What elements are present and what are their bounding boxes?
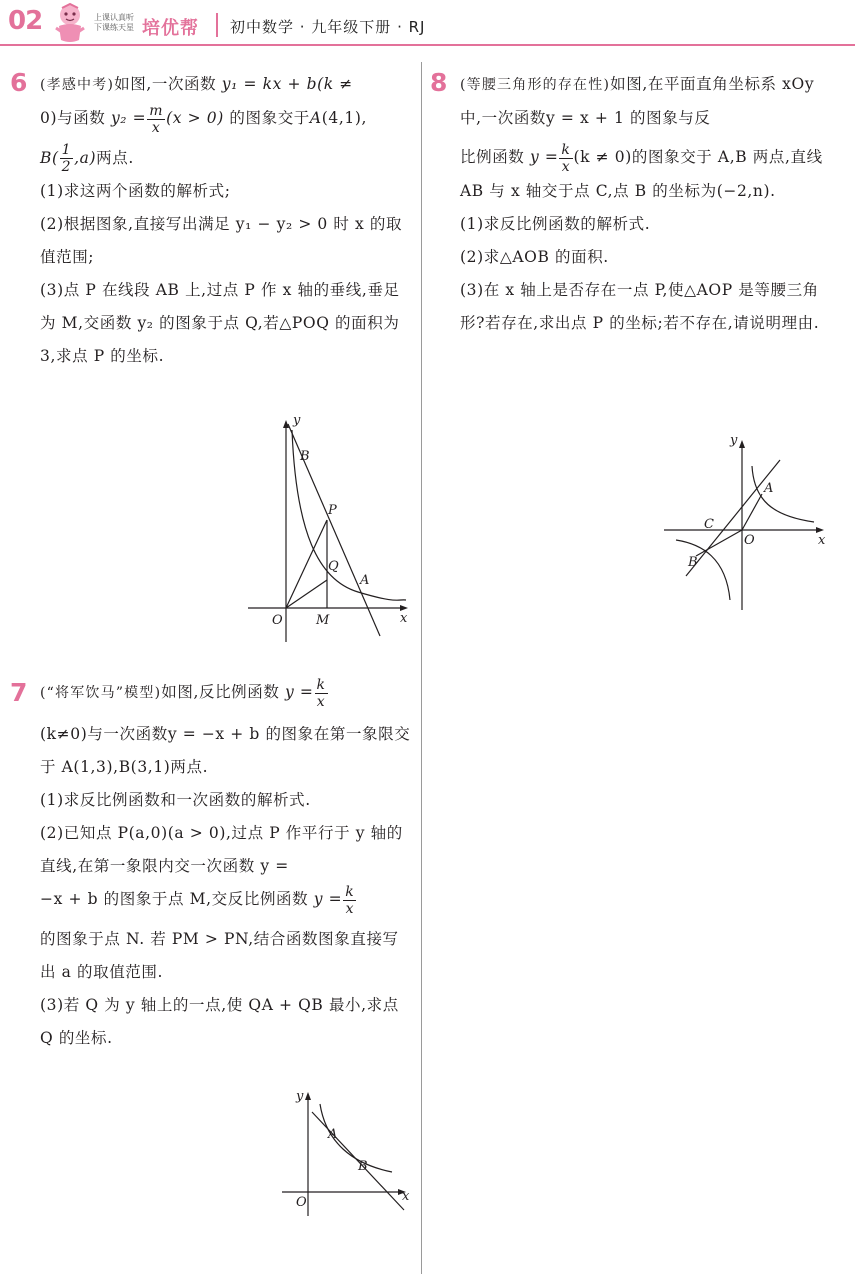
math-expr: y = bbox=[285, 683, 314, 701]
problem-6 bbox=[10, 68, 412, 373]
problem-source: (孝感中考) bbox=[40, 77, 115, 93]
problem-source: (等腰三角形的存在性) bbox=[460, 77, 611, 93]
question-3: (3)若 Q 为 y 轴上的一点,使 QA + QB 最小,求点 Q 的坐标. bbox=[40, 995, 399, 1047]
question-3: (3)在 x 轴上是否存在一点 P,使△AOP 是等腰三角形?若存在,求出点 P 的坐标;若不存在,请说明理由. bbox=[460, 280, 820, 332]
hyperbola-branch-lower bbox=[676, 540, 730, 600]
fraction-half bbox=[60, 142, 74, 175]
denominator: x bbox=[561, 158, 571, 175]
text: 如图,一次函数 bbox=[114, 75, 222, 93]
hyperbola-branch-upper bbox=[752, 466, 814, 522]
value: 1 bbox=[344, 109, 355, 127]
math-expr: (x > 0) bbox=[166, 109, 224, 127]
text: 两点. bbox=[96, 148, 134, 167]
numerator: m bbox=[149, 102, 164, 119]
label-A: A bbox=[328, 1127, 338, 1142]
problem-7 bbox=[10, 676, 412, 1055]
question-1: (1)求这两个函数的解析式; bbox=[40, 182, 231, 200]
fraction-k-over-x bbox=[315, 677, 328, 710]
problem-6-line-3 bbox=[40, 142, 412, 176]
text: ( bbox=[321, 109, 329, 127]
numerator: k bbox=[345, 883, 355, 900]
question-2: (2)根据图象,直接写出满足 y₁ − y₂ > 0 时 x 的取值范围; bbox=[40, 215, 403, 266]
math-expr: y₂ = bbox=[110, 109, 147, 127]
denominator: 2 bbox=[61, 159, 72, 175]
problem-8 bbox=[430, 68, 834, 340]
question-1: (1)求反比例函数的解析式. bbox=[460, 214, 651, 233]
label-Q: Q bbox=[328, 559, 339, 574]
fraction-m-over-x bbox=[147, 103, 165, 136]
segment-OA bbox=[742, 494, 762, 530]
label-B: B bbox=[688, 555, 698, 570]
label-origin: O bbox=[744, 533, 755, 548]
math-expr: ,a) bbox=[74, 148, 97, 167]
point-B: B( bbox=[40, 148, 59, 167]
header-rule bbox=[0, 44, 855, 46]
question-2: (2)求△AOB 的面积. bbox=[460, 247, 609, 266]
label-y: y bbox=[293, 413, 301, 428]
text: 0)与函数 bbox=[40, 109, 111, 127]
point-A: A bbox=[309, 109, 322, 127]
label-P: P bbox=[328, 503, 337, 518]
label-C: C bbox=[704, 517, 714, 532]
label-y: y bbox=[730, 433, 738, 448]
y-arrow-icon bbox=[305, 1092, 311, 1100]
problem-8-line-1 bbox=[460, 68, 834, 135]
question-2c: 的图象于点 N. 若 PM > PN,结合函数图象直接写出 a 的取值范围. bbox=[40, 929, 399, 981]
denominator: x bbox=[151, 119, 161, 136]
segment-OB bbox=[696, 530, 742, 556]
segment-OP bbox=[286, 520, 327, 608]
denominator: x bbox=[316, 693, 326, 710]
problem-8-figure bbox=[662, 430, 832, 615]
question-3: (3)点 P 在线段 AB 上,过点 P 作 x 轴的垂线,垂足为 M,交函数 y₂ 的图象于点 Q,若△POQ 的面积为 3,求点 P 的坐标. bbox=[40, 281, 400, 365]
page-header bbox=[0, 0, 855, 46]
label-A: A bbox=[764, 481, 774, 496]
math-expr: y₁ = kx + b(k ≠ bbox=[221, 75, 353, 93]
math-expr: y = bbox=[313, 890, 343, 908]
slogan bbox=[94, 13, 134, 33]
slogan-line-1: 上课认真听 bbox=[94, 13, 134, 22]
question-2b bbox=[40, 883, 412, 917]
text: 比例函数 bbox=[460, 148, 525, 166]
label-x: x bbox=[402, 1189, 410, 1204]
text: −x + b 的图象于点 M,交反比例函数 bbox=[40, 890, 309, 908]
numerator: k bbox=[561, 141, 571, 158]
label-M: M bbox=[316, 613, 330, 628]
text: ), bbox=[354, 109, 368, 127]
label-x: x bbox=[400, 611, 408, 626]
value: 4 bbox=[328, 109, 339, 127]
text: 如图,在平面直角坐标系 xOy 中,一次函数y = x + 1 的图象与反 bbox=[460, 75, 815, 127]
problem-source: (“将军饮马”模型) bbox=[40, 685, 162, 701]
problem-6-line-2 bbox=[40, 102, 412, 136]
problem-number: 8 bbox=[430, 68, 448, 97]
problem-6-figure bbox=[248, 412, 418, 644]
label-y: y bbox=[296, 1089, 304, 1104]
question-1: (1)求反比例函数和一次函数的解析式. bbox=[40, 791, 311, 809]
numerator: 1 bbox=[61, 142, 72, 158]
fraction-k-over-x bbox=[343, 884, 356, 917]
math-expr: y = bbox=[529, 148, 559, 166]
label-origin: O bbox=[296, 1195, 307, 1210]
mascot-logo-icon bbox=[50, 2, 90, 44]
page-number: 02 bbox=[8, 6, 43, 36]
problem-number: 6 bbox=[10, 68, 28, 97]
fraction-k-over-x bbox=[559, 142, 572, 175]
brand-name: 培优帮 bbox=[142, 18, 199, 39]
problem-7-line-2: (k≠0)与一次函数y = −x + b 的图象在第一象限交于 A(1,3),B(3,1)两点. bbox=[40, 725, 411, 776]
book-title: 初中数学 · 九年级下册 · RJ bbox=[230, 18, 426, 36]
line-AB bbox=[686, 460, 780, 576]
slogan-line-2: 下课练天星 bbox=[94, 23, 134, 32]
problem-6-line-1 bbox=[40, 68, 412, 102]
text: , bbox=[338, 109, 345, 127]
question-2a: (2)已知点 P(a,0)(a > 0),过点 P 作平行于 y 轴的直线,在第一象限内交一次函数 y = bbox=[40, 824, 403, 875]
denominator: x bbox=[345, 900, 355, 917]
label-origin: O bbox=[272, 613, 283, 628]
problem-7-line-1 bbox=[40, 676, 412, 710]
text: 如图,反比例函数 bbox=[161, 683, 280, 701]
label-B: B bbox=[300, 449, 310, 464]
header-separator bbox=[216, 13, 218, 37]
label-B: B bbox=[358, 1159, 368, 1174]
text: (k ≠ 0)的图象交于 A,B 两点,直线 AB 与 x 轴交于点 C,点 B 的坐标为(−2,n). bbox=[460, 148, 823, 200]
problem-8-line-2 bbox=[460, 141, 834, 208]
text: 的图象交于 bbox=[223, 109, 310, 127]
problem-7-figure bbox=[282, 1084, 422, 1224]
label-x: x bbox=[818, 533, 826, 548]
y-arrow-icon bbox=[739, 440, 745, 448]
numerator: k bbox=[316, 676, 326, 693]
problem-number: 7 bbox=[10, 678, 28, 707]
label-A: A bbox=[360, 573, 370, 588]
